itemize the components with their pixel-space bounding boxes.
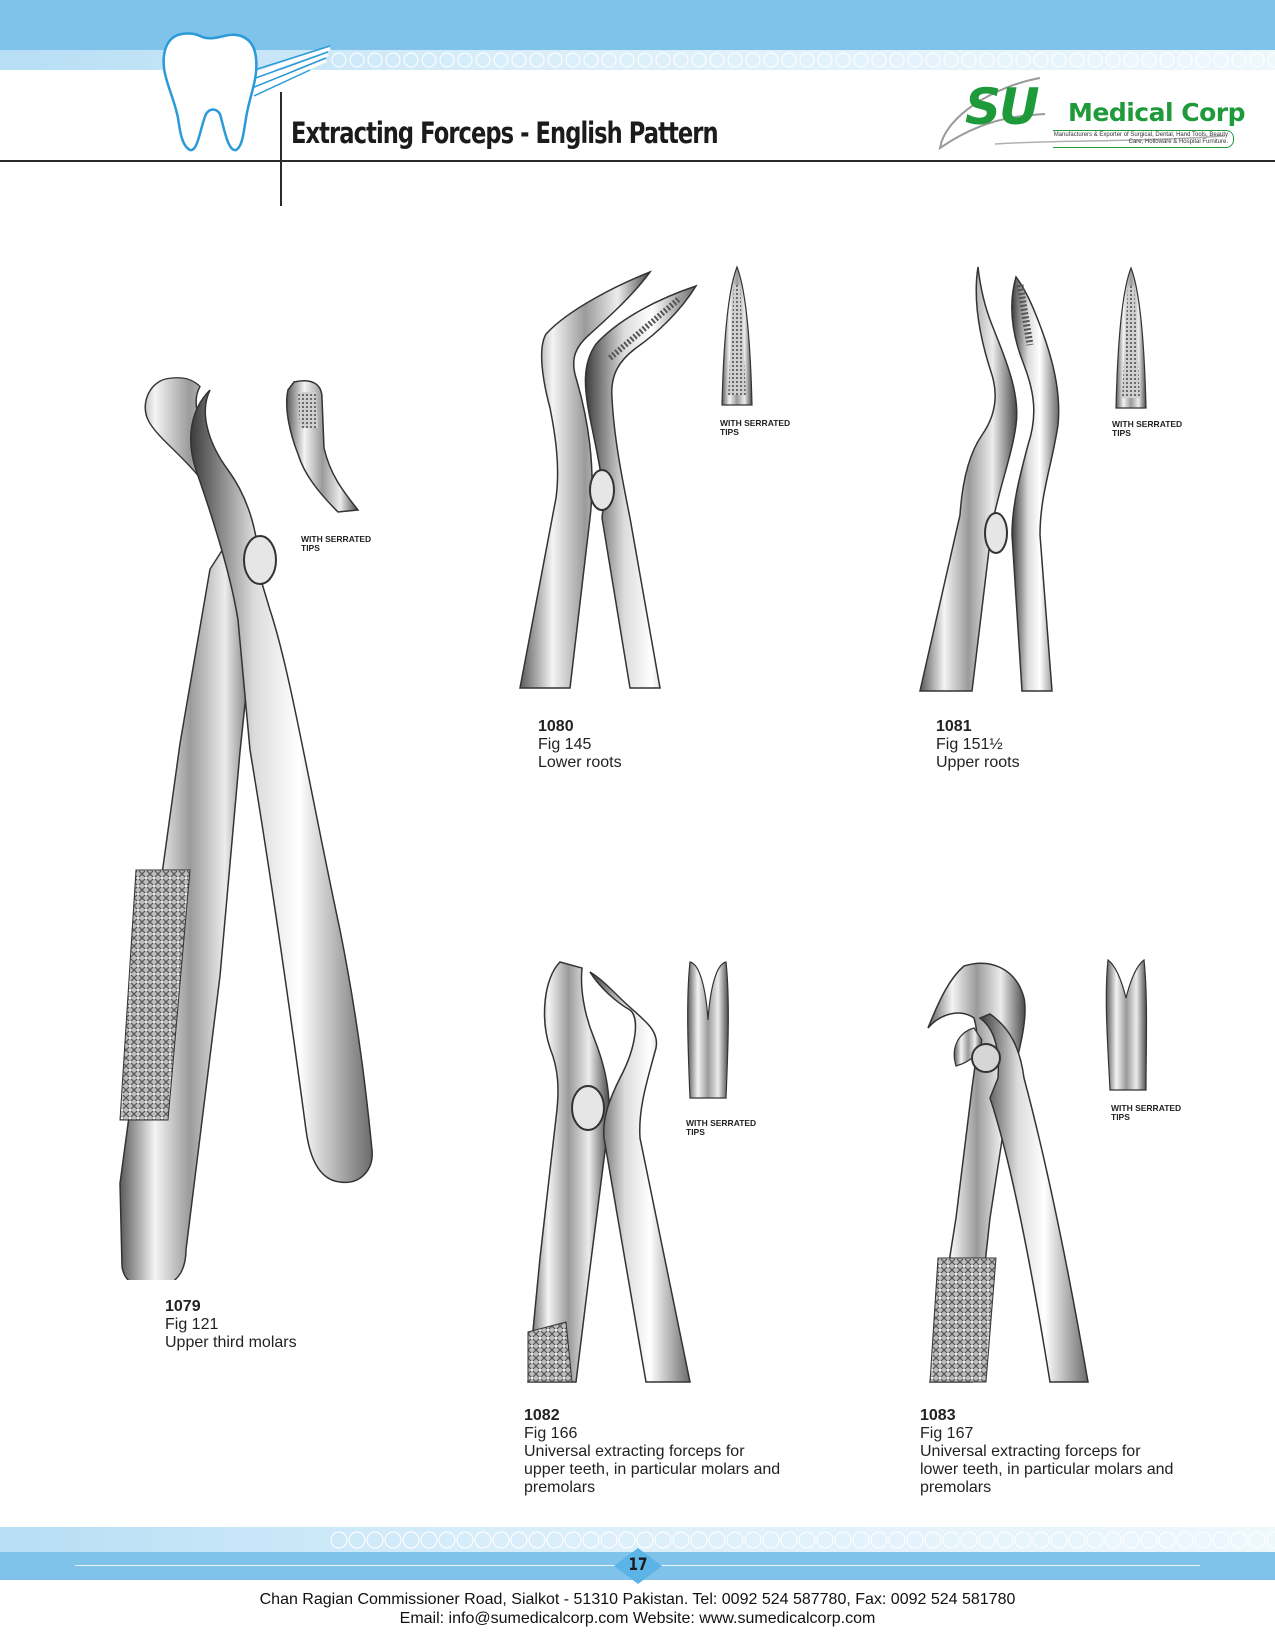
tips-label-1082: WITH SERRATED TIPS xyxy=(686,1118,757,1137)
footer-contact xyxy=(0,1590,1275,1628)
product-1082-caption xyxy=(524,1407,784,1497)
product-code: 1079 xyxy=(165,1298,201,1315)
product-fig: Fig 151½ xyxy=(936,736,1003,753)
product-fig: Fig 166 xyxy=(524,1425,578,1442)
product-1080-caption xyxy=(538,718,622,772)
forceps-1081-illustration xyxy=(912,265,1072,693)
page-number: 17 xyxy=(628,1555,648,1575)
product-fig: Fig 167 xyxy=(920,1425,974,1442)
tips-label-1081: WITH SERRATED TIPS xyxy=(1112,419,1183,438)
logo-tagline: Manufacturers & Exporter of Surgical, Dental, Hand Tools, Beauty Care, Holloware & Hospital Furniture. xyxy=(1053,130,1234,148)
product-desc: Universal extracting forceps for lower teeth, in particular molars and premolars xyxy=(920,1443,1174,1496)
logo-initials: SU xyxy=(965,78,1038,136)
product-fig: Fig 145 xyxy=(538,736,592,753)
product-code: 1080 xyxy=(538,718,574,735)
logo-name: Medical Corp xyxy=(1068,98,1246,127)
company-logo xyxy=(935,76,1246,156)
page-title: Extracting Forceps - English Pattern xyxy=(291,116,718,150)
product-desc: Lower roots xyxy=(538,754,622,771)
header-bubble-pattern xyxy=(330,51,1275,69)
product-code: 1082 xyxy=(524,1407,560,1424)
product-1083-caption xyxy=(920,1407,1180,1497)
product-fig: Fig 121 xyxy=(165,1316,219,1333)
tip-1080-illustration xyxy=(720,265,754,411)
product-code: 1081 xyxy=(936,718,972,735)
product-code: 1083 xyxy=(920,1407,956,1424)
header-divider xyxy=(0,160,1275,162)
product-desc: Universal extracting forceps for upper teeth, in particular molars and premolars xyxy=(524,1443,781,1496)
product-desc: Upper roots xyxy=(936,754,1020,771)
footer-bubble-pattern xyxy=(330,1530,1275,1550)
footer-email-website: Email: info@sumedicalcorp.com Website: www.sumedicalcorp.com xyxy=(399,1610,876,1627)
forceps-1080-illustration xyxy=(510,268,710,692)
footer-address: Chan Ragian Commissioner Road, Sialkot - 51310 Pakistan. Tel: 0092 524 587780, Fax: 0092 524 581780 xyxy=(259,1591,1016,1608)
tip-1083-illustration xyxy=(1104,958,1148,1092)
tip-1079-illustration xyxy=(282,378,364,518)
forceps-1083-illustration xyxy=(920,958,1100,1384)
title-vertical-rule xyxy=(280,92,282,206)
tip-1082-illustration xyxy=(686,960,730,1100)
product-1081-caption xyxy=(936,718,1020,772)
product-desc: Upper third molars xyxy=(165,1334,297,1351)
tips-label-1080: WITH SERRATED TIPS xyxy=(720,418,791,437)
tips-label-1083: WITH SERRATED TIPS xyxy=(1111,1103,1182,1122)
forceps-1082-illustration xyxy=(520,958,700,1384)
tip-1081-illustration xyxy=(1114,266,1148,412)
tips-label-1079: WITH SERRATED TIPS xyxy=(301,534,372,553)
product-1079-caption xyxy=(165,1298,297,1352)
